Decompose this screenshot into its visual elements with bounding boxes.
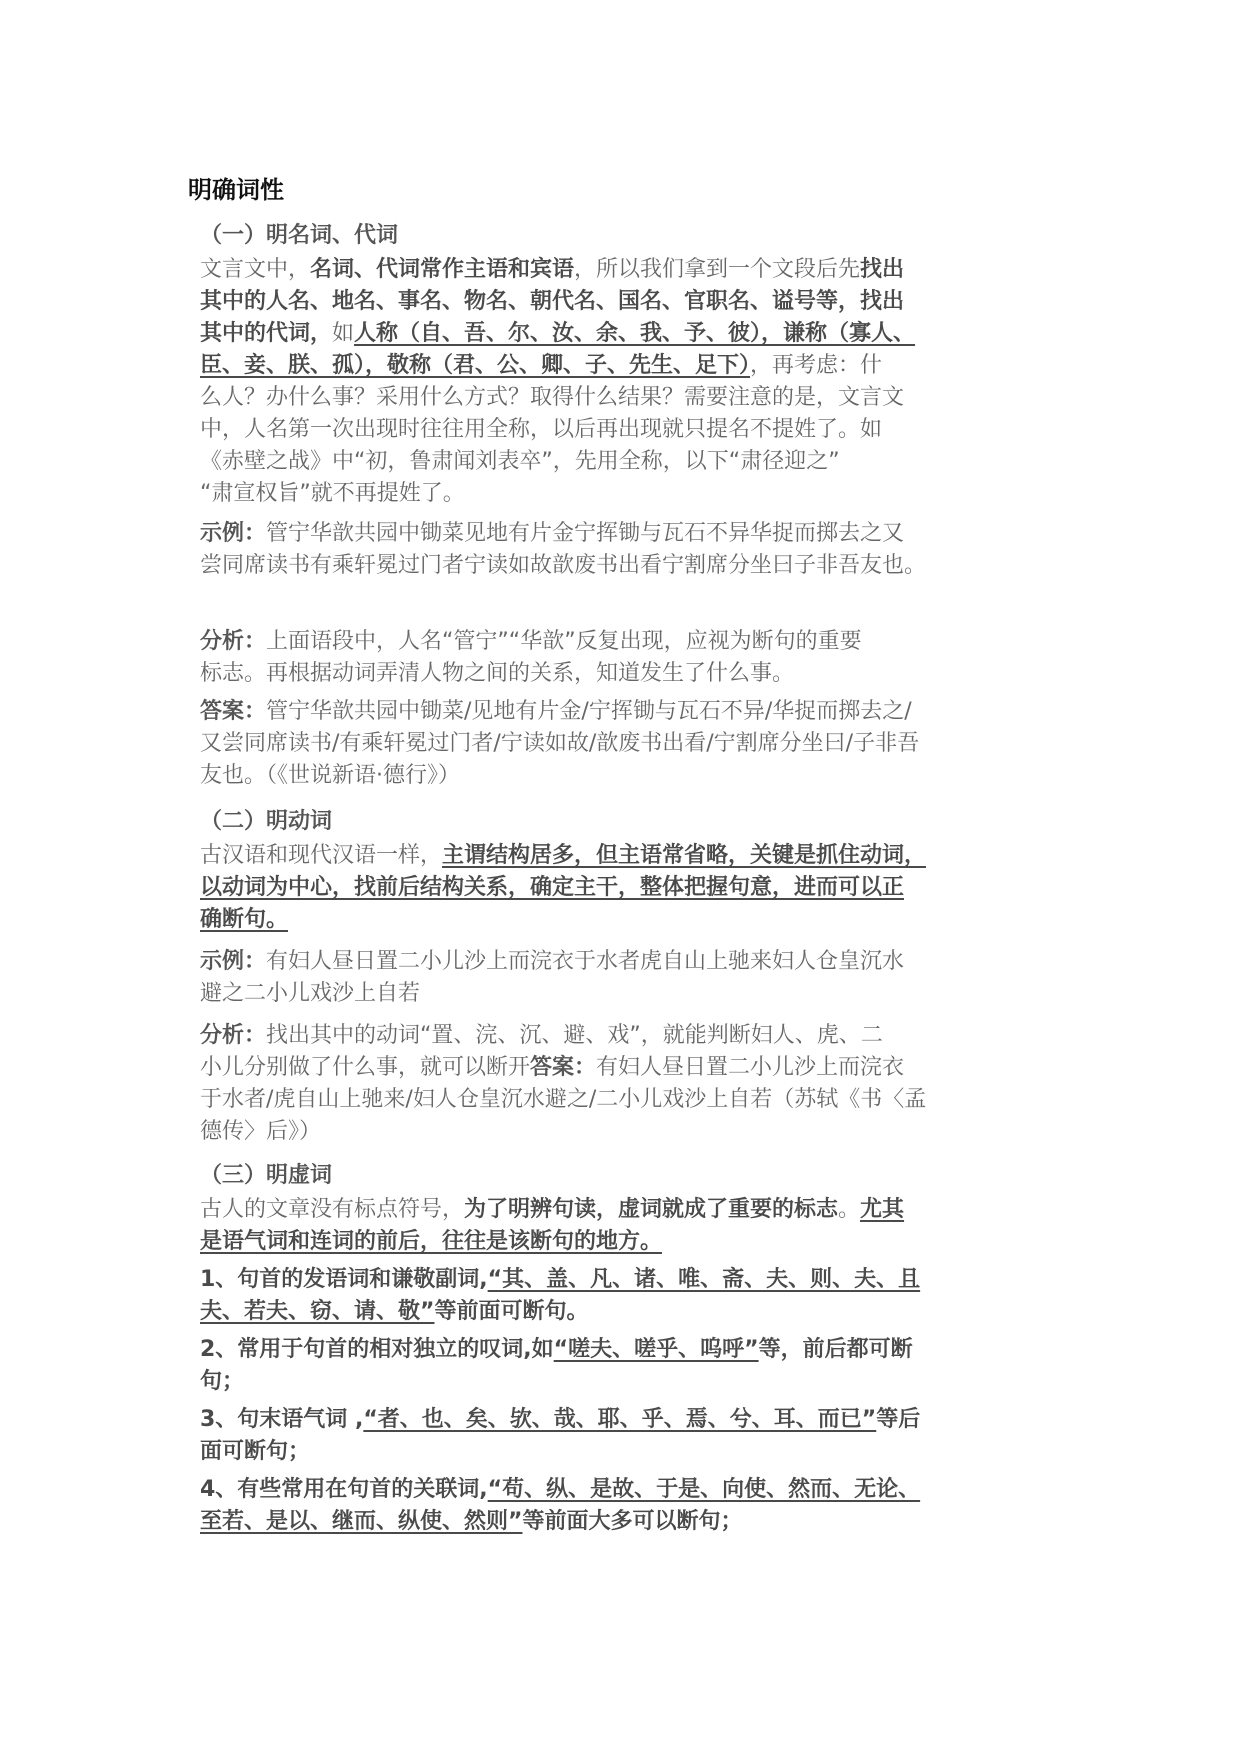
text-line: 以动词为中心，找前后结构关系，确定主干，整体把握句意，进而可以正 xyxy=(200,875,905,900)
text-line: 2、常用于句首的相对独立的叹词,如“嗟夫、嗟乎、呜呼”等，前后都可断 xyxy=(200,1337,913,1362)
text-line: 其中的人名、地名、事名、物名、朝代名、国名、官职名、谥号等，找出 xyxy=(200,289,905,314)
text-line: 小儿分别做了什么事，就可以断开答案：有妇人昼日置二小儿沙上而浣衣 xyxy=(200,1055,905,1080)
text-line: 4、有些常用在句首的关联词,“苟、纵、是故、于是、向使、然而、无论、 xyxy=(200,1477,921,1502)
text-line: 德传〉后》） xyxy=(200,1119,322,1144)
section-heading-function-words: （三）明虚词 xyxy=(200,1163,333,1188)
example-label: 示例： xyxy=(200,949,267,974)
text-line: 古人的文章没有标点符号，为了明辨句读，虚词就成了重要的标志。尤其 xyxy=(200,1197,905,1222)
rule-1 xyxy=(200,1264,1040,1328)
analysis-label: 分析： xyxy=(200,629,267,654)
text-line: 于水者/虎自山上驰来/妇人仓皇沉水避之/二小儿戏沙上自若（苏轼《书〈孟 xyxy=(200,1087,927,1112)
section1-answer xyxy=(200,696,1040,792)
section1-example xyxy=(200,518,1040,582)
section3-intro xyxy=(200,1194,1040,1258)
text-line: “肃宣权旨”就不再提姓了。 xyxy=(200,481,465,506)
rule-2 xyxy=(200,1334,1040,1398)
section2-analysis xyxy=(200,1020,1040,1148)
rule-3 xyxy=(200,1404,1040,1468)
page-title: 明确词性 xyxy=(188,176,284,204)
rule-4 xyxy=(200,1474,1040,1538)
text-line: 夫、若夫、窃、请、敬”等前面可断句。 xyxy=(200,1299,589,1324)
section-heading-nouns: （一）明名词、代词 xyxy=(200,223,399,248)
text-line: 么人？办什么事？采用什么方式？取得什么结果？需要注意的是，文言文 xyxy=(200,385,905,410)
text-line: 句； xyxy=(200,1369,245,1394)
section1-analysis xyxy=(200,626,1040,690)
text-line: 友也。（《世说新语·德行》） xyxy=(200,763,460,788)
text-line: 确断句。 xyxy=(200,907,289,932)
section2-example xyxy=(200,946,1040,1010)
text-line: 避之二小儿戏沙上自若 xyxy=(200,981,421,1006)
text-line: 至若、是以、继而、纵使、然则”等前面大多可以断句； xyxy=(200,1509,743,1534)
section2-intro xyxy=(200,840,1040,936)
text-line: 是语气词和连词的前后，往往是该断句的地方。 xyxy=(200,1229,663,1254)
text-line: 分析：上面语段中，人名“管宁”“华歆”反复出现，应视为断句的重要 xyxy=(200,629,862,654)
text-line: 答案：管宁华歆共园中锄菜/见地有片金/宁挥锄与瓦石不异/华捉而掷去之/ xyxy=(200,699,912,724)
text-line: 面可断句； xyxy=(200,1439,311,1464)
text-line: 分析：找出其中的动词“置、浣、沉、避、戏”，就能判断妇人、虎、二 xyxy=(200,1023,883,1048)
text-line: 示例：有妇人昼日置二小儿沙上而浣衣于水者虎自山上驰来妇人仓皇沉水 xyxy=(200,949,905,974)
section-heading-verbs: （二）明动词 xyxy=(200,809,333,834)
text-line: 又尝同席读书/有乘轩冕过门者/宁读如故/歆废书出看/宁割席分坐曰/子非吾 xyxy=(200,731,920,756)
text-line: 臣、妾、朕、孤），敬称（君、公、卿、子、先生、足下），再考虑：什 xyxy=(200,353,883,378)
text-line: 《赤壁之战》中“初，鲁肃闻刘表卒”，先用全称，以下“肃径迎之” xyxy=(200,449,840,474)
text-line: 3、句末语气词 ,“者、也、矣、欤、哉、耶、乎、焉、兮、耳、而已”等后 xyxy=(200,1407,921,1432)
text-line: 1、句首的发语词和谦敬副词,“其、盖、凡、诸、唯、斋、夫、则、夫、且 xyxy=(200,1267,921,1292)
section1-intro xyxy=(200,254,1040,510)
analysis-label: 分析： xyxy=(200,1023,267,1048)
text-line: 标志。再根据动词弄清人物之间的关系，知道发生了什么事。 xyxy=(200,661,795,686)
example-label: 示例： xyxy=(200,521,267,546)
text-line: 文言文中，名词、代词常作主语和宾语，所以我们拿到一个文段后先找出 xyxy=(200,257,905,282)
text-line: 其中的代词，如人称（自、吾、尔、汝、余、我、予、彼），谦称（寡人、 xyxy=(200,321,916,346)
text-line: 尝同席读书有乘轩冕过门者宁读如故歆废书出看宁割席分坐曰子非吾友也。 xyxy=(200,553,927,578)
answer-label: 答案： xyxy=(530,1055,597,1080)
text-line: 古汉语和现代汉语一样，主谓结构居多，但主语常省略，关键是抓住动词， xyxy=(200,843,927,868)
text-line: 中，人名第一次出现时往往用全称，以后再出现就只提名不提姓了。如 xyxy=(200,417,883,442)
answer-label: 答案： xyxy=(200,699,267,724)
text-line: 示例：管宁华歆共园中锄菜见地有片金宁挥锄与瓦石不异华捉而掷去之又 xyxy=(200,521,905,546)
